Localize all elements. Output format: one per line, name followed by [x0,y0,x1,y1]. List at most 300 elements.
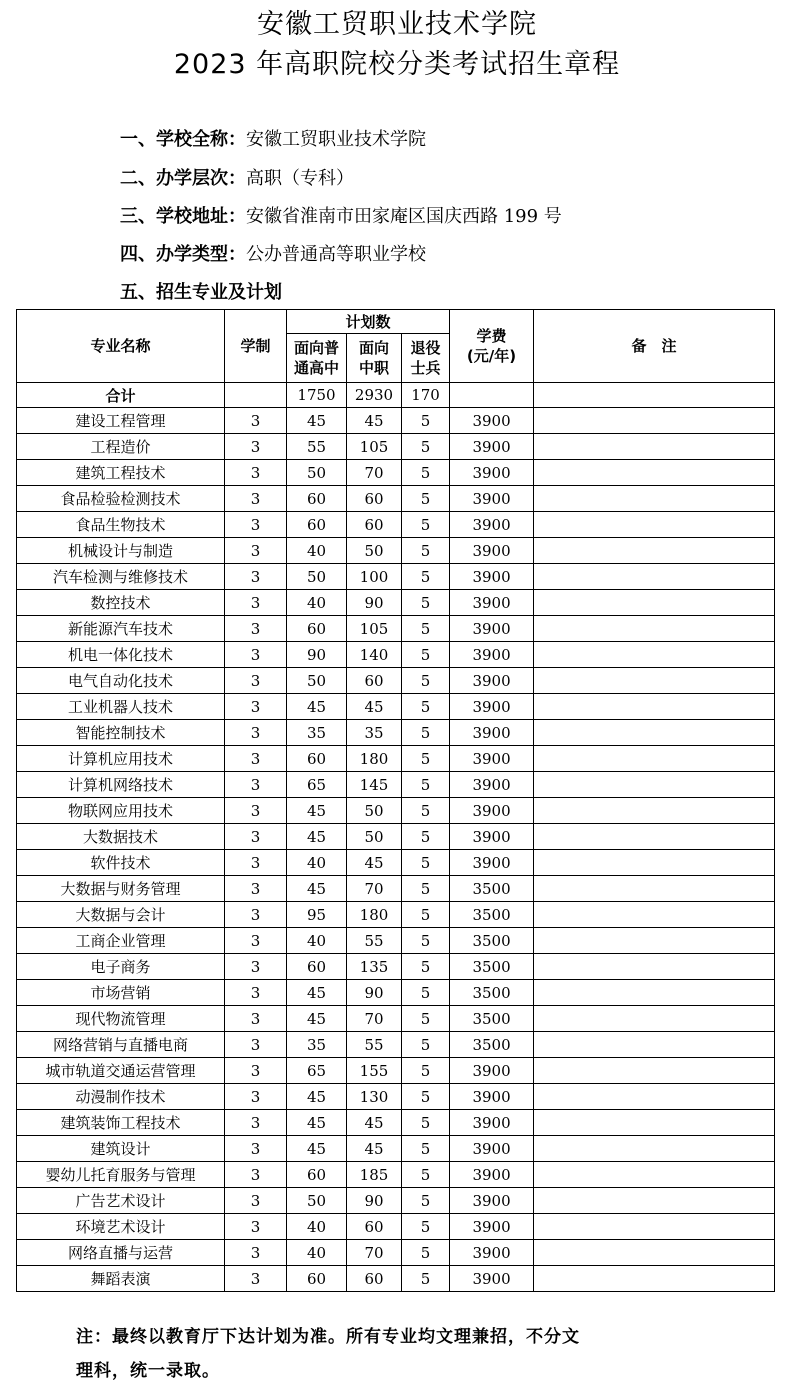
cell-vocational: 60 [347,486,402,512]
table-row [17,434,775,460]
cell-fee: 3900 [450,694,534,720]
cell-vocational: 55 [347,928,402,954]
cell-fee: 3900 [450,798,534,824]
cell-general: 35 [287,1032,347,1058]
cell-major-name: 现代物流管理 [17,1006,225,1032]
cell-years: 3 [225,512,287,538]
cell-fee: 3500 [450,954,534,980]
table-row [17,1162,775,1188]
cell-major-name: 建筑设计 [17,1136,225,1162]
cell-vocational: 45 [347,850,402,876]
header-major-name: 专业名称 [17,310,225,383]
cell-veteran: 5 [402,1084,450,1110]
cell-remark [534,1058,775,1084]
cell-veteran: 5 [402,642,450,668]
cell-vocational: 50 [347,538,402,564]
cell-veteran: 5 [402,1006,450,1032]
cell-fee: 3900 [450,434,534,460]
cell-vocational: 50 [347,798,402,824]
cell-major-name: 动漫制作技术 [17,1084,225,1110]
cell-years: 3 [225,954,287,980]
cell-major-name: 计算机网络技术 [17,772,225,798]
header-fee-line2: (元/年) [466,347,517,365]
cell-major-name: 大数据与财务管理 [17,876,225,902]
table-row [17,772,775,798]
info-school-name [120,127,426,153]
cell-years: 3 [225,746,287,772]
cell-years: 3 [225,1162,287,1188]
cell-remark [534,1084,775,1110]
cell-remark [534,876,775,902]
cell-general: 60 [287,486,347,512]
cell-general: 45 [287,694,347,720]
info-label: 一、学校全称： [120,129,246,150]
cell-vocational: 180 [347,902,402,928]
cell-vocational: 105 [347,434,402,460]
cell-general: 60 [287,512,347,538]
cell-years: 3 [225,434,287,460]
info-label: 四、办学类型： [120,244,246,265]
info-value: 安徽省淮南市田家庵区国庆西路 199 号 [246,206,562,227]
table-row [17,538,775,564]
cell-vocational: 70 [347,1240,402,1266]
cell-remark [534,590,775,616]
info-label: 二、办学层次： [120,168,246,189]
cell-general: 65 [287,772,347,798]
cell-veteran: 5 [402,720,450,746]
cell-general: 60 [287,616,347,642]
cell-fee: 3900 [450,564,534,590]
cell-years: 3 [225,902,287,928]
cell-veteran: 5 [402,1058,450,1084]
cell-vocational: 140 [347,642,402,668]
cell-vocational: 135 [347,954,402,980]
cell-veteran: 5 [402,460,450,486]
header-fee-line1: 学费 [476,327,507,345]
total-fee [450,383,534,408]
cell-vocational: 60 [347,1214,402,1240]
cell-fee: 3900 [450,1240,534,1266]
cell-vocational: 130 [347,1084,402,1110]
cell-remark [534,824,775,850]
cell-veteran: 5 [402,590,450,616]
cell-remark [534,1006,775,1032]
cell-remark [534,1110,775,1136]
cell-remark [534,1266,775,1292]
cell-veteran: 5 [402,798,450,824]
cell-remark [534,694,775,720]
cell-fee: 3500 [450,1006,534,1032]
cell-vocational: 45 [347,694,402,720]
table-row [17,1188,775,1214]
cell-veteran: 5 [402,824,450,850]
cell-remark [534,1214,775,1240]
cell-remark [534,772,775,798]
cell-remark [534,746,775,772]
header-line: 退役 [410,339,441,357]
cell-remark [534,954,775,980]
cell-vocational: 70 [347,1006,402,1032]
table-row [17,928,775,954]
cell-remark [534,928,775,954]
cell-years: 3 [225,850,287,876]
cell-veteran: 5 [402,954,450,980]
cell-major-name: 机械设计与制造 [17,538,225,564]
cell-general: 40 [287,1240,347,1266]
info-label: 五、招生专业及计划 [120,282,282,303]
cell-remark [534,460,775,486]
cell-major-name: 城市轨道交通运营管理 [17,1058,225,1084]
cell-remark [534,980,775,1006]
cell-years: 3 [225,616,287,642]
table-row [17,1240,775,1266]
cell-remark [534,408,775,434]
cell-major-name: 网络营销与直播电商 [17,1032,225,1058]
cell-years: 3 [225,876,287,902]
cell-veteran: 5 [402,434,450,460]
note-line1: 注：最终以教育厅下达计划为准。所有专业均文理兼招，不分文 [76,1327,580,1347]
cell-general: 45 [287,1110,347,1136]
cell-years: 3 [225,720,287,746]
info-value: 高职（专科） [246,168,354,189]
cell-general: 50 [287,668,347,694]
cell-fee: 3900 [450,590,534,616]
cell-years: 3 [225,824,287,850]
cell-years: 3 [225,1240,287,1266]
cell-vocational: 70 [347,460,402,486]
cell-major-name: 市场营销 [17,980,225,1006]
header-plan-general [287,334,347,383]
cell-veteran: 5 [402,980,450,1006]
cell-fee: 3900 [450,486,534,512]
cell-fee: 3900 [450,408,534,434]
cell-years: 3 [225,486,287,512]
cell-years: 3 [225,772,287,798]
cell-vocational: 90 [347,980,402,1006]
cell-major-name: 食品生物技术 [17,512,225,538]
cell-major-name: 电子商务 [17,954,225,980]
cell-vocational: 45 [347,408,402,434]
cell-veteran: 5 [402,408,450,434]
cell-veteran: 5 [402,694,450,720]
cell-fee: 3500 [450,980,534,1006]
info-type [120,242,426,268]
cell-major-name: 工商企业管理 [17,928,225,954]
cell-general: 50 [287,460,347,486]
header-line: 士兵 [410,359,441,377]
cell-general: 60 [287,1266,347,1292]
cell-vocational: 50 [347,824,402,850]
cell-fee: 3900 [450,538,534,564]
cell-remark [534,902,775,928]
cell-general: 40 [287,850,347,876]
cell-remark [534,1188,775,1214]
cell-years: 3 [225,642,287,668]
cell-fee: 3900 [450,642,534,668]
cell-general: 50 [287,1188,347,1214]
cell-general: 55 [287,434,347,460]
table-row [17,980,775,1006]
cell-major-name: 机电一体化技术 [17,642,225,668]
cell-veteran: 5 [402,1162,450,1188]
total-remark [534,383,775,408]
cell-general: 45 [287,876,347,902]
cell-major-name: 新能源汽车技术 [17,616,225,642]
cell-remark [534,850,775,876]
cell-remark [534,434,775,460]
cell-vocational: 60 [347,1266,402,1292]
cell-years: 3 [225,980,287,1006]
document-title-line1: 安徽工贸职业技术学院 [257,9,537,40]
table-row [17,720,775,746]
cell-remark [534,1162,775,1188]
header-line: 面向 [358,339,389,357]
cell-major-name: 计算机应用技术 [17,746,225,772]
cell-general: 40 [287,1214,347,1240]
cell-fee: 3900 [450,824,534,850]
cell-years: 3 [225,460,287,486]
cell-vocational: 60 [347,512,402,538]
cell-fee: 3900 [450,746,534,772]
table-row [17,486,775,512]
cell-remark [534,1240,775,1266]
cell-general: 65 [287,1058,347,1084]
cell-vocational: 90 [347,590,402,616]
cell-veteran: 5 [402,1240,450,1266]
cell-major-name: 建设工程管理 [17,408,225,434]
cell-major-name: 工业机器人技术 [17,694,225,720]
cell-major-name: 大数据与会计 [17,902,225,928]
cell-veteran: 5 [402,902,450,928]
cell-veteran: 5 [402,538,450,564]
cell-general: 45 [287,408,347,434]
table-row [17,1266,775,1292]
cell-major-name: 婴幼儿托育服务与管理 [17,1162,225,1188]
table-row [17,1136,775,1162]
total-label: 合计 [17,383,225,408]
cell-general: 60 [287,1162,347,1188]
cell-remark [534,668,775,694]
cell-vocational: 100 [347,564,402,590]
cell-veteran: 5 [402,616,450,642]
cell-fee: 3900 [450,668,534,694]
cell-vocational: 45 [347,1110,402,1136]
cell-veteran: 5 [402,928,450,954]
cell-years: 3 [225,538,287,564]
header-plan-vocational [347,334,402,383]
cell-veteran: 5 [402,746,450,772]
cell-general: 95 [287,902,347,928]
cell-major-name: 大数据技术 [17,824,225,850]
cell-veteran: 5 [402,668,450,694]
cell-remark [534,720,775,746]
cell-vocational: 70 [347,876,402,902]
cell-remark [534,564,775,590]
table-row [17,1110,775,1136]
cell-remark [534,642,775,668]
cell-years: 3 [225,694,287,720]
table-row [17,694,775,720]
table-row [17,1214,775,1240]
cell-years: 3 [225,928,287,954]
table-row [17,954,775,980]
cell-major-name: 食品检验检测技术 [17,486,225,512]
table-row [17,668,775,694]
cell-veteran: 5 [402,1214,450,1240]
cell-general: 60 [287,746,347,772]
cell-fee: 3500 [450,928,534,954]
cell-fee: 3500 [450,1032,534,1058]
cell-major-name: 舞蹈表演 [17,1266,225,1292]
cell-general: 50 [287,564,347,590]
header-line: 通高中 [293,359,339,377]
cell-general: 45 [287,1006,347,1032]
cell-general: 45 [287,824,347,850]
table-row [17,1058,775,1084]
cell-remark [534,538,775,564]
table-row [17,590,775,616]
cell-fee: 3900 [450,720,534,746]
header-fee [450,310,534,383]
cell-veteran: 5 [402,850,450,876]
header-years: 学制 [225,310,287,383]
table-row [17,798,775,824]
table-row [17,746,775,772]
info-value: 安徽工贸职业技术学院 [246,129,426,150]
cell-major-name: 软件技术 [17,850,225,876]
cell-vocational: 90 [347,1188,402,1214]
cell-fee: 3900 [450,1188,534,1214]
cell-major-name: 汽车检测与维修技术 [17,564,225,590]
cell-vocational: 145 [347,772,402,798]
cell-fee: 3900 [450,1110,534,1136]
total-veteran: 170 [402,383,450,408]
table-body [17,383,775,1292]
cell-general: 45 [287,1084,347,1110]
header-plan-veteran [402,334,450,383]
cell-vocational: 185 [347,1162,402,1188]
cell-remark [534,512,775,538]
cell-major-name: 网络直播与运营 [17,1240,225,1266]
table-row [17,642,775,668]
info-address [120,204,562,230]
cell-fee: 3900 [450,1214,534,1240]
table-row [17,1084,775,1110]
cell-veteran: 5 [402,1032,450,1058]
header-plan: 计划数 [287,310,450,334]
cell-general: 40 [287,538,347,564]
header-remark: 备 注 [534,310,775,383]
info-level [120,166,354,192]
cell-fee: 3900 [450,1084,534,1110]
total-general: 1750 [287,383,347,408]
cell-major-name: 建筑装饰工程技术 [17,1110,225,1136]
cell-years: 3 [225,1058,287,1084]
cell-fee: 3900 [450,1266,534,1292]
table-row [17,902,775,928]
cell-fee: 3900 [450,850,534,876]
total-vocational: 2930 [347,383,402,408]
cell-general: 45 [287,1136,347,1162]
cell-vocational: 105 [347,616,402,642]
cell-general: 45 [287,798,347,824]
cell-major-name: 电气自动化技术 [17,668,225,694]
cell-veteran: 5 [402,876,450,902]
cell-vocational: 45 [347,1136,402,1162]
cell-general: 60 [287,954,347,980]
cell-fee: 3900 [450,1162,534,1188]
table-row [17,616,775,642]
table-row [17,1006,775,1032]
cell-veteran: 5 [402,1266,450,1292]
cell-fee: 3900 [450,1058,534,1084]
cell-major-name: 建筑工程技术 [17,460,225,486]
cell-fee: 3900 [450,460,534,486]
cell-years: 3 [225,1188,287,1214]
enrollment-plan-table [16,309,775,1292]
cell-years: 3 [225,1084,287,1110]
table-row [17,408,775,434]
cell-major-name: 广告艺术设计 [17,1188,225,1214]
cell-years: 3 [225,1006,287,1032]
cell-veteran: 5 [402,486,450,512]
cell-veteran: 5 [402,512,450,538]
cell-major-name: 工程造价 [17,434,225,460]
cell-remark [534,1136,775,1162]
cell-veteran: 5 [402,1188,450,1214]
cell-veteran: 5 [402,1136,450,1162]
table-row [17,460,775,486]
cell-general: 40 [287,590,347,616]
total-years [225,383,287,408]
cell-fee: 3500 [450,876,534,902]
cell-major-name: 物联网应用技术 [17,798,225,824]
cell-remark [534,616,775,642]
cell-years: 3 [225,1136,287,1162]
cell-remark [534,798,775,824]
cell-fee: 3900 [450,772,534,798]
cell-fee: 3900 [450,616,534,642]
cell-years: 3 [225,408,287,434]
cell-vocational: 155 [347,1058,402,1084]
cell-general: 90 [287,642,347,668]
cell-years: 3 [225,590,287,616]
cell-general: 45 [287,980,347,1006]
cell-remark [534,1032,775,1058]
table-row [17,876,775,902]
cell-remark [534,486,775,512]
header-line: 中职 [358,359,389,377]
table-row [17,564,775,590]
cell-fee: 3900 [450,512,534,538]
cell-years: 3 [225,798,287,824]
cell-fee: 3500 [450,902,534,928]
cell-major-name: 环境艺术设计 [17,1214,225,1240]
cell-years: 3 [225,1032,287,1058]
cell-years: 3 [225,668,287,694]
cell-years: 3 [225,1266,287,1292]
cell-fee: 3900 [450,1136,534,1162]
table-row [17,824,775,850]
table-row [17,1032,775,1058]
info-plan-heading [120,280,282,306]
cell-vocational: 60 [347,668,402,694]
total-row [17,383,775,408]
cell-vocational: 55 [347,1032,402,1058]
cell-veteran: 5 [402,772,450,798]
cell-years: 3 [225,564,287,590]
cell-general: 40 [287,928,347,954]
